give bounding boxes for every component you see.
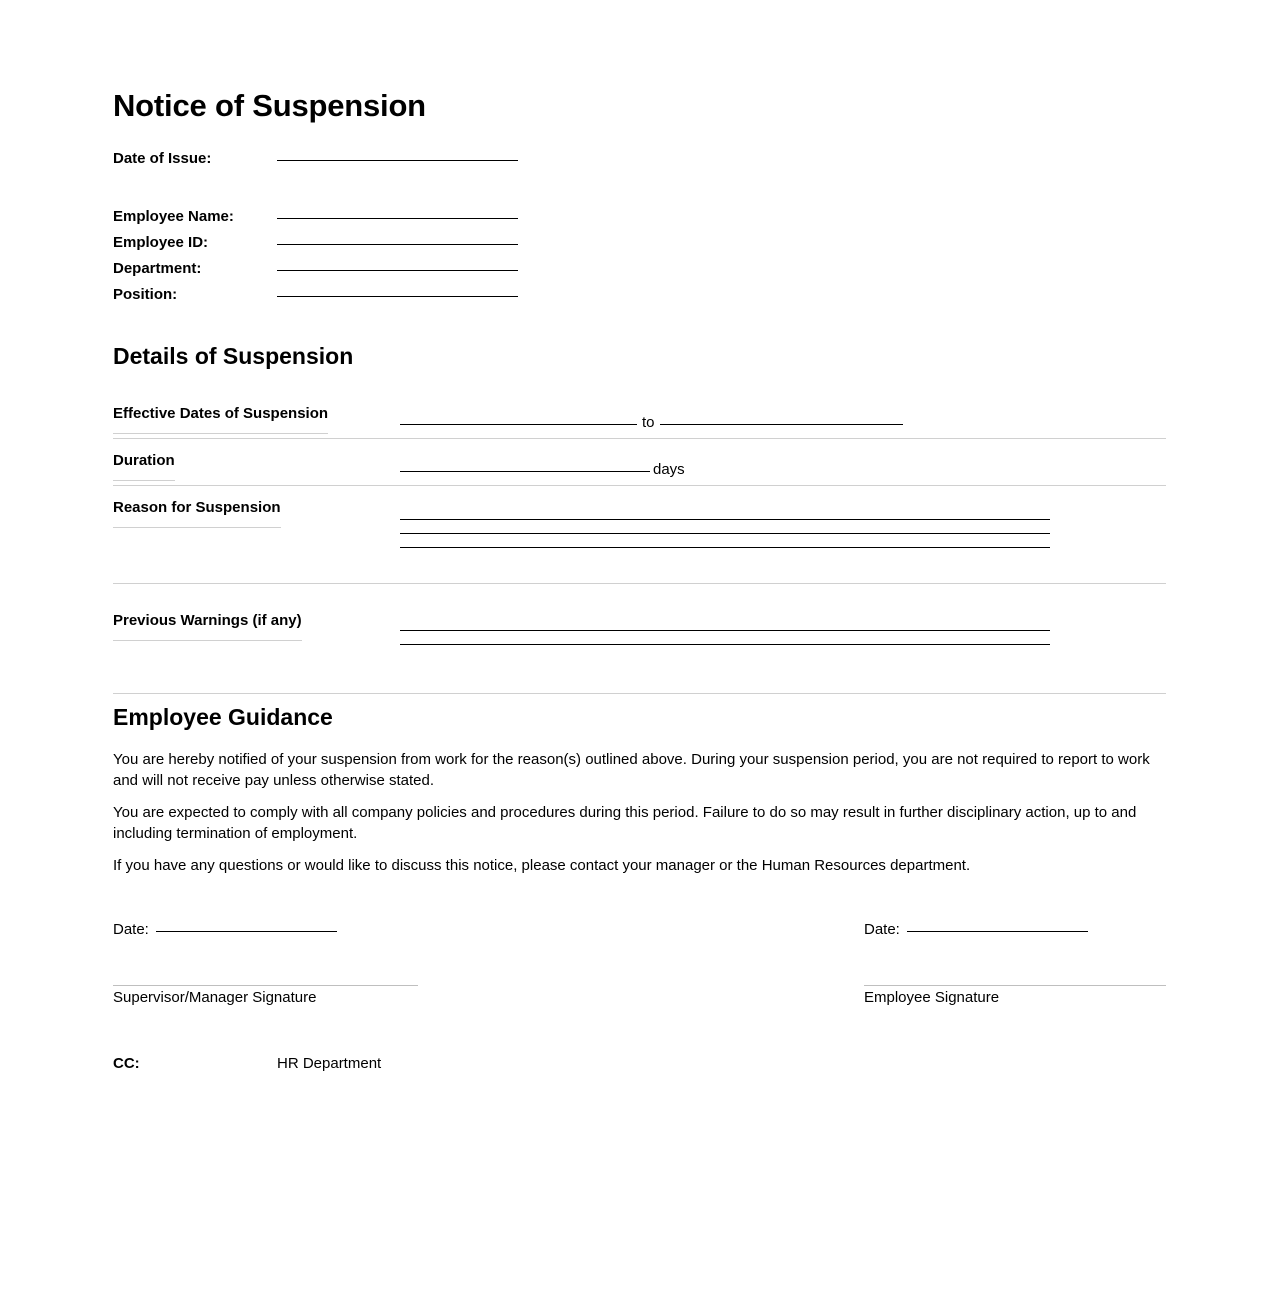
write-line[interactable] bbox=[400, 547, 1050, 548]
employee-signature-line[interactable] bbox=[864, 985, 1166, 986]
field-input-department[interactable] bbox=[277, 270, 518, 271]
table-cell-value bbox=[400, 392, 1166, 431]
row-label-previous-warnings: Previous Warnings (if any) bbox=[113, 612, 302, 641]
table-cell-value bbox=[400, 439, 1166, 478]
employee-date-label: Date: bbox=[864, 921, 900, 938]
employee-date-input[interactable] bbox=[907, 931, 1088, 932]
table-cell-label bbox=[113, 584, 400, 641]
field-label-department: Department: bbox=[113, 260, 202, 277]
write-line[interactable] bbox=[400, 519, 1050, 520]
unit-days: days bbox=[653, 461, 685, 478]
table-cell-value bbox=[400, 486, 1166, 552]
field-row-employee-id bbox=[113, 234, 518, 252]
supervisor-date-field bbox=[113, 921, 337, 938]
table-cell-label bbox=[113, 392, 400, 434]
write-line[interactable] bbox=[400, 533, 1050, 534]
field-label-position: Position: bbox=[113, 286, 178, 303]
employee-date-field bbox=[864, 921, 1088, 938]
field-row-date-of-issue bbox=[113, 150, 518, 168]
field-input-employee-id[interactable] bbox=[277, 244, 518, 245]
supervisor-signature-caption: Supervisor/Manager Signature bbox=[113, 989, 317, 1006]
table-row-previous-warnings bbox=[113, 584, 1166, 694]
table-cell-value bbox=[400, 584, 1166, 649]
guidance-paragraph-3: If you have any questions or would like to discuss this notice, please contact your manager or the Human Resources department. bbox=[113, 857, 971, 874]
field-input-date-of-issue[interactable] bbox=[277, 160, 518, 161]
cc-label: CC: bbox=[113, 1055, 140, 1072]
supervisor-signature-line[interactable] bbox=[113, 985, 418, 986]
employee-signature-caption: Employee Signature bbox=[864, 989, 1000, 1006]
field-row-department bbox=[113, 260, 518, 278]
input-previous-warnings-lines[interactable] bbox=[400, 597, 1166, 649]
section-heading-details: Details of Suspension bbox=[113, 343, 354, 369]
field-label-date-of-issue: Date of Issue: bbox=[113, 150, 212, 167]
guidance-paragraph-2: You are expected to comply with all company policies and procedures during this period. Failure to do so may result in further disciplinary action, up to and including termination of employment. bbox=[113, 804, 1137, 842]
field-input-employee-name[interactable] bbox=[277, 218, 518, 219]
supervisor-date-label: Date: bbox=[113, 921, 149, 938]
page-title: Notice of Suspension bbox=[113, 88, 426, 123]
row-label-effective-dates: Effective Dates of Suspension bbox=[113, 405, 328, 434]
input-duration[interactable] bbox=[400, 471, 650, 472]
section-heading-guidance: Employee Guidance bbox=[113, 704, 333, 730]
field-row-position bbox=[113, 286, 518, 304]
field-input-position[interactable] bbox=[277, 296, 518, 297]
field-row-employee-name bbox=[113, 208, 518, 226]
table-row-effective-dates bbox=[113, 392, 1166, 439]
input-effective-date-to[interactable] bbox=[660, 424, 903, 425]
table-cell-label bbox=[113, 439, 400, 481]
table-row-reason bbox=[113, 486, 1166, 584]
guidance-paragraph-1: You are hereby notified of your suspension from work for the reason(s) outlined above. During your suspension period, you are not required to report to work and will not receive pay unless otherwise stated. bbox=[113, 751, 1150, 789]
table-cell-label bbox=[113, 486, 400, 528]
separator-to: to bbox=[642, 414, 655, 431]
write-line[interactable] bbox=[400, 644, 1050, 645]
supervisor-date-input[interactable] bbox=[156, 931, 337, 932]
cc-row bbox=[113, 1055, 381, 1072]
field-label-employee-name: Employee Name: bbox=[113, 208, 234, 225]
details-table bbox=[113, 392, 1166, 694]
table-row-duration bbox=[113, 439, 1166, 486]
row-label-reason: Reason for Suspension bbox=[113, 499, 281, 528]
input-reason-lines[interactable] bbox=[400, 499, 1166, 552]
cc-value: HR Department bbox=[277, 1055, 382, 1072]
input-effective-date-from[interactable] bbox=[400, 424, 637, 425]
row-label-duration: Duration bbox=[113, 452, 175, 481]
write-line[interactable] bbox=[400, 630, 1050, 631]
field-label-employee-id: Employee ID: bbox=[113, 234, 209, 251]
